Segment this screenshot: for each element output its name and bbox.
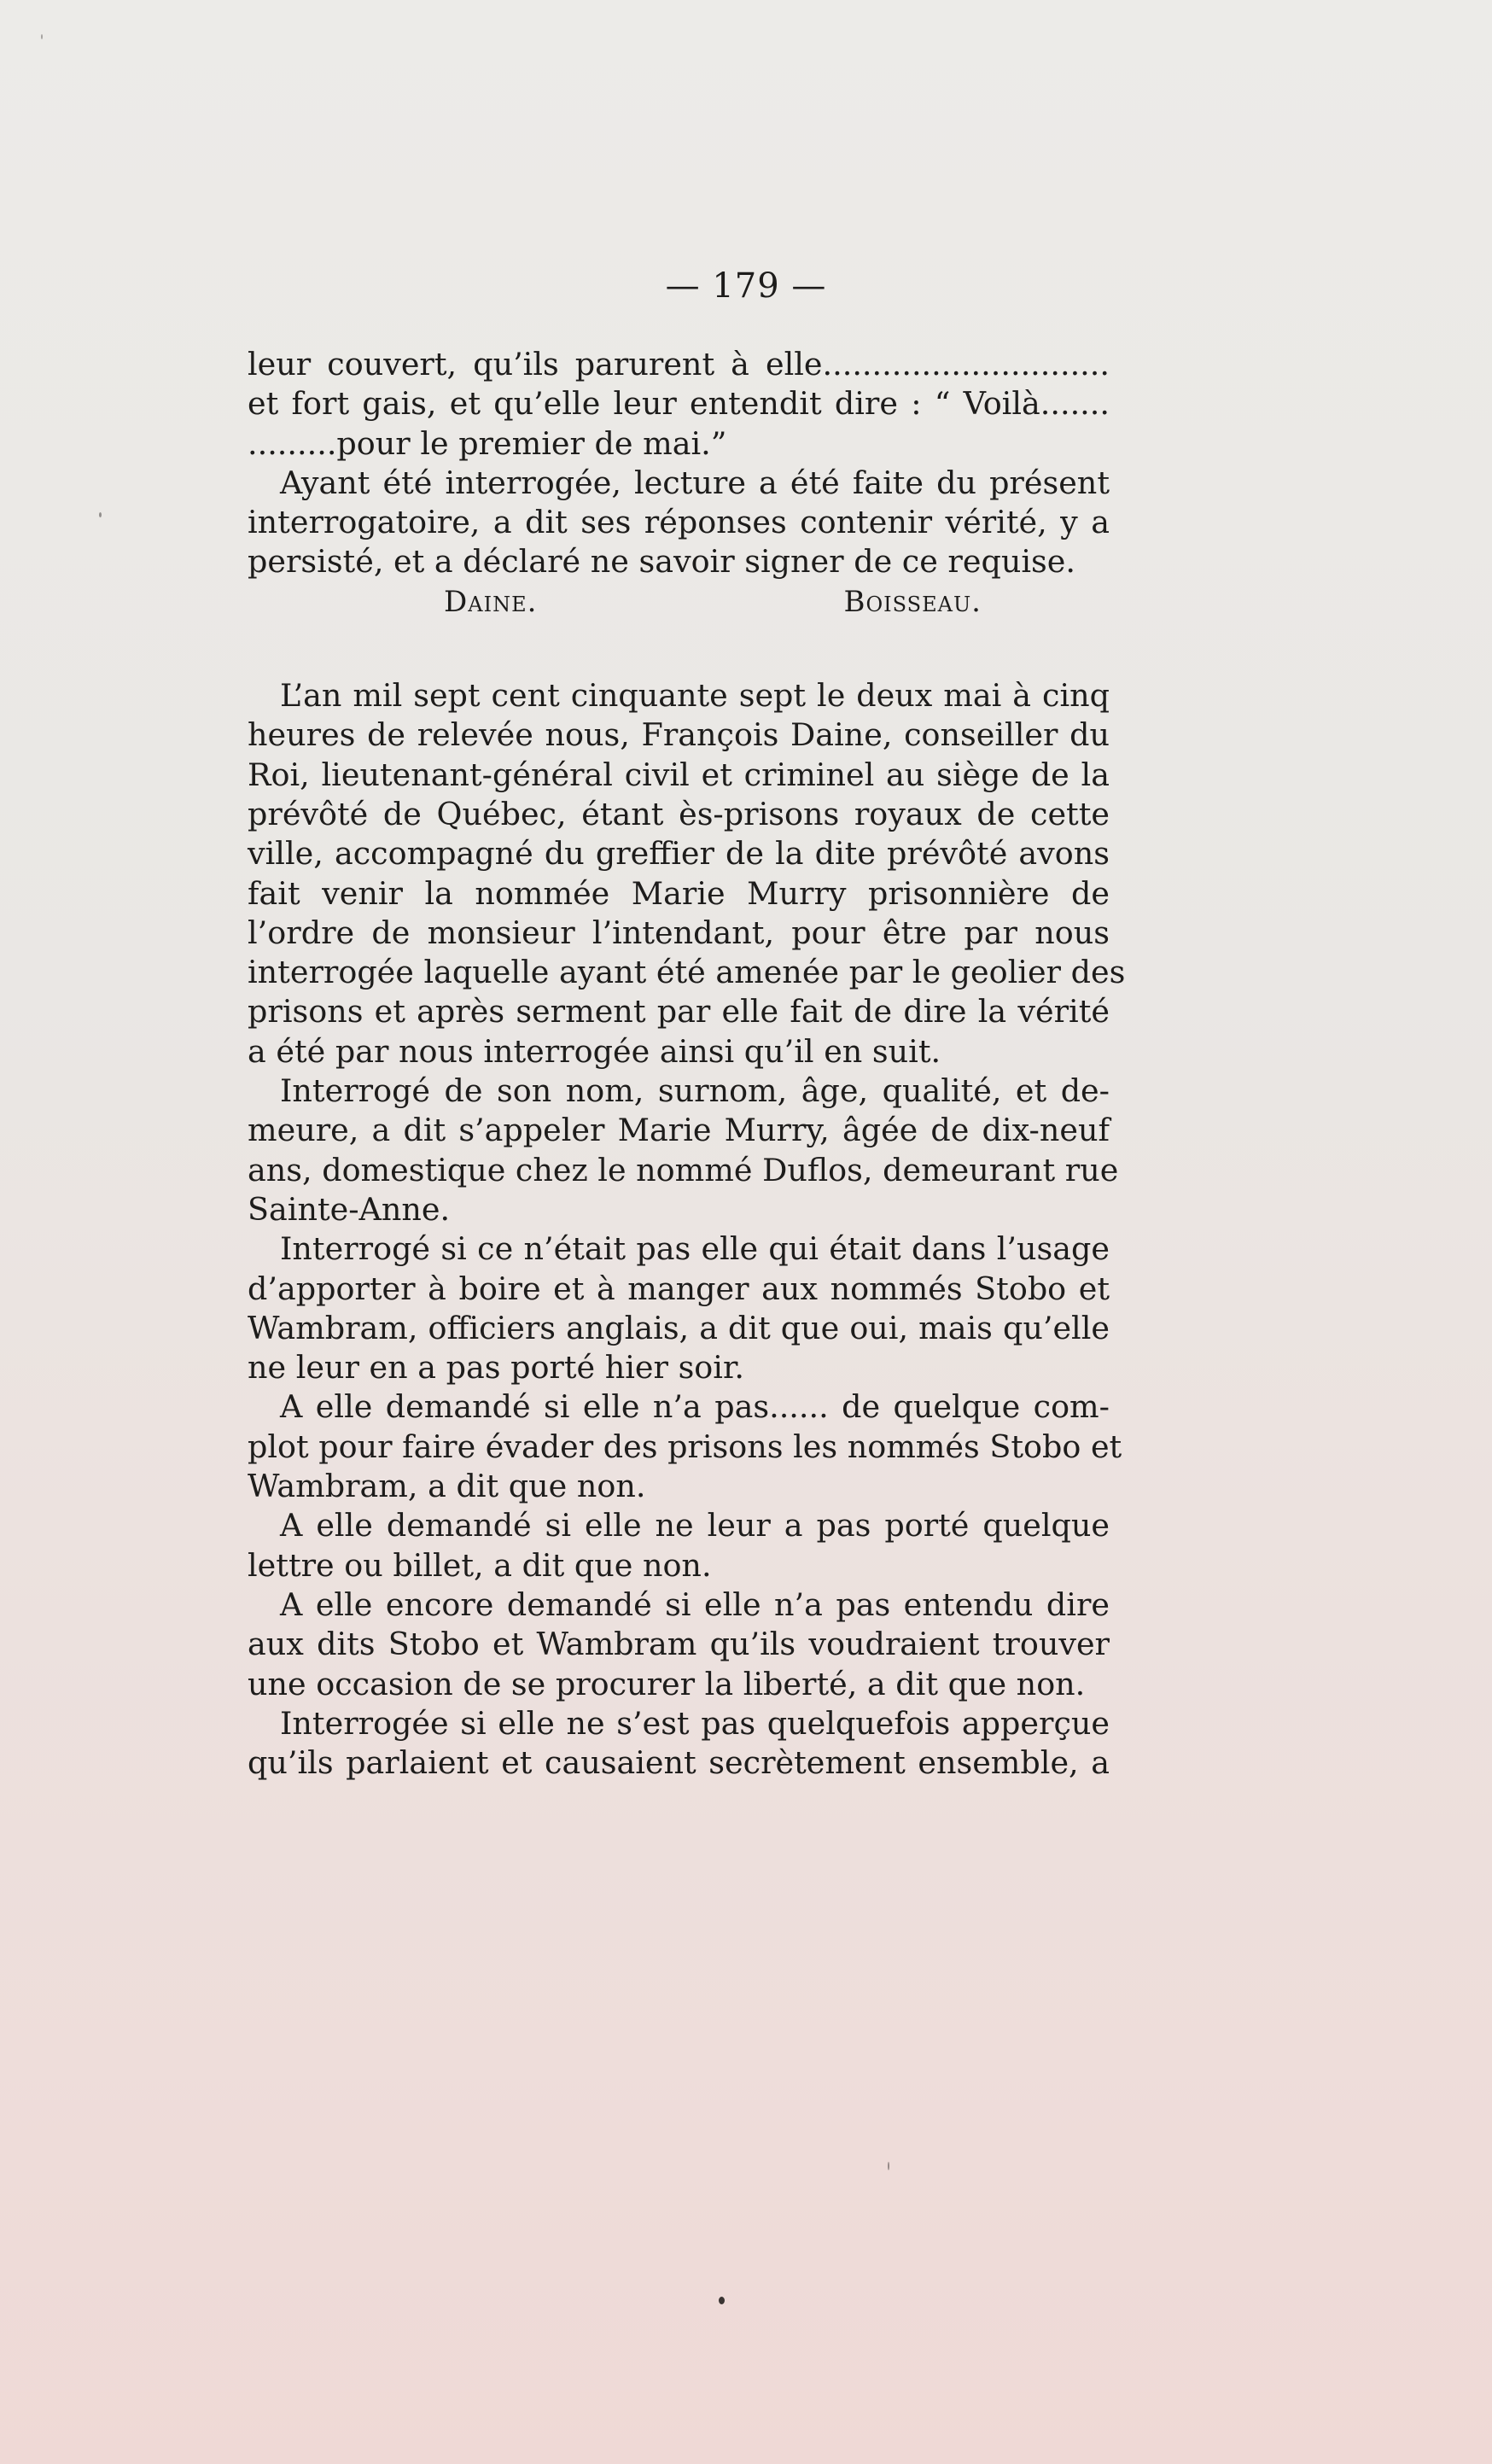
signature-left: Daine. bbox=[444, 584, 538, 619]
text-line: Roi, lieutenant-général civil et criminel au siège de la bbox=[248, 756, 1110, 793]
text-line: aux dits Stobo et Wambram qu’ils voudraient trouver bbox=[248, 1626, 1110, 1663]
text-line: A elle demandé si elle ne leur a pas porté quelque bbox=[280, 1507, 1110, 1544]
text-line: .........pour le premier de mai.” bbox=[248, 424, 727, 462]
text-line: ans, domestique chez le nommé Duflos, demeurant rue bbox=[248, 1151, 1119, 1188]
text-line: A elle encore demandé si elle n’a pas entendu dire bbox=[280, 1585, 1110, 1623]
text-line: et fort gais, et qu’elle leur entendit dire : “ Voilà....... bbox=[248, 385, 1110, 423]
text-line: d’apporter à boire et à manger aux nommés Stobo et bbox=[248, 1270, 1110, 1307]
text-line: prévôté de Québec, étant ès-prisons royaux de cette bbox=[248, 795, 1110, 832]
paper-speck bbox=[41, 34, 43, 39]
text-line: Sainte-Anne. bbox=[248, 1190, 451, 1228]
text-line: heures de relevée nous, François Daine, conseiller du bbox=[248, 716, 1110, 754]
text-line: plot pour faire évader des prisons les nommés Stobo et bbox=[248, 1428, 1122, 1465]
text-line: interrogatoire, a dit ses réponses contenir vérité, y a bbox=[248, 504, 1110, 541]
signature-row bbox=[248, 582, 1110, 622]
text-line: Wambram, a dit que non. bbox=[248, 1468, 646, 1505]
body-text bbox=[248, 345, 1126, 1783]
text-line: lettre ou billet, a dit que non. bbox=[248, 1546, 712, 1584]
paper-speck bbox=[888, 2162, 889, 2170]
text-line: Interrogée si elle ne s’est pas quelquefois apperçue bbox=[280, 1704, 1110, 1742]
section-gap bbox=[248, 622, 1110, 676]
page-number: — 179 — bbox=[665, 266, 827, 306]
text-line: leur couvert, qu’ils parurent à elle............................. bbox=[248, 346, 1110, 382]
text-line: persisté, et a déclaré ne savoir signer de ce requise. bbox=[248, 543, 1075, 581]
text-line: ne leur en a pas porté hier soir. bbox=[248, 1349, 744, 1387]
text-line: qu’ils parlaient et causaient secrètement ensemble, a bbox=[248, 1744, 1110, 1782]
paper-speck bbox=[99, 512, 102, 517]
text-line: interrogée laquelle ayant été amenée par le geolier des bbox=[248, 954, 1126, 991]
text-line: L’an mil sept cent cinquante sept le deux mai à cinq bbox=[280, 677, 1110, 715]
text-line: a été par nous interrogée ainsi qu’il en suit. bbox=[248, 1032, 941, 1070]
text-line: Ayant été interrogée, lecture a été faite du présent bbox=[280, 464, 1110, 501]
text-line: une occasion de se procurer la liberté, a dit que non. bbox=[248, 1665, 1086, 1702]
text-line: Interrogé de son nom, surnom, âge, qualité, et de- bbox=[280, 1072, 1110, 1110]
paper-speck bbox=[719, 2297, 725, 2304]
text-line: meure, a dit s’appeler Marie Murry, âgée de dix-neuf bbox=[248, 1112, 1110, 1149]
text-line: Wambram, officiers anglais, a dit que oui, mais qu’elle bbox=[248, 1309, 1110, 1346]
text-line: fait venir la nommée Marie Murry prisonnière de bbox=[248, 874, 1110, 912]
text-line: ville, accompagné du greffier de la dite prévôté avons bbox=[248, 835, 1110, 873]
signature-right: Boisseau. bbox=[843, 584, 982, 619]
text-line: l’ordre de monsieur l’intendant, pour être par nous bbox=[248, 914, 1110, 951]
text-line: A elle demandé si elle n’a pas...... de quelque com- bbox=[280, 1388, 1110, 1426]
text-line: Interrogé si ce n’était pas elle qui était dans l’usage bbox=[280, 1230, 1110, 1268]
text-line: prisons et après serment par elle fait de dire la vérité bbox=[248, 993, 1110, 1031]
